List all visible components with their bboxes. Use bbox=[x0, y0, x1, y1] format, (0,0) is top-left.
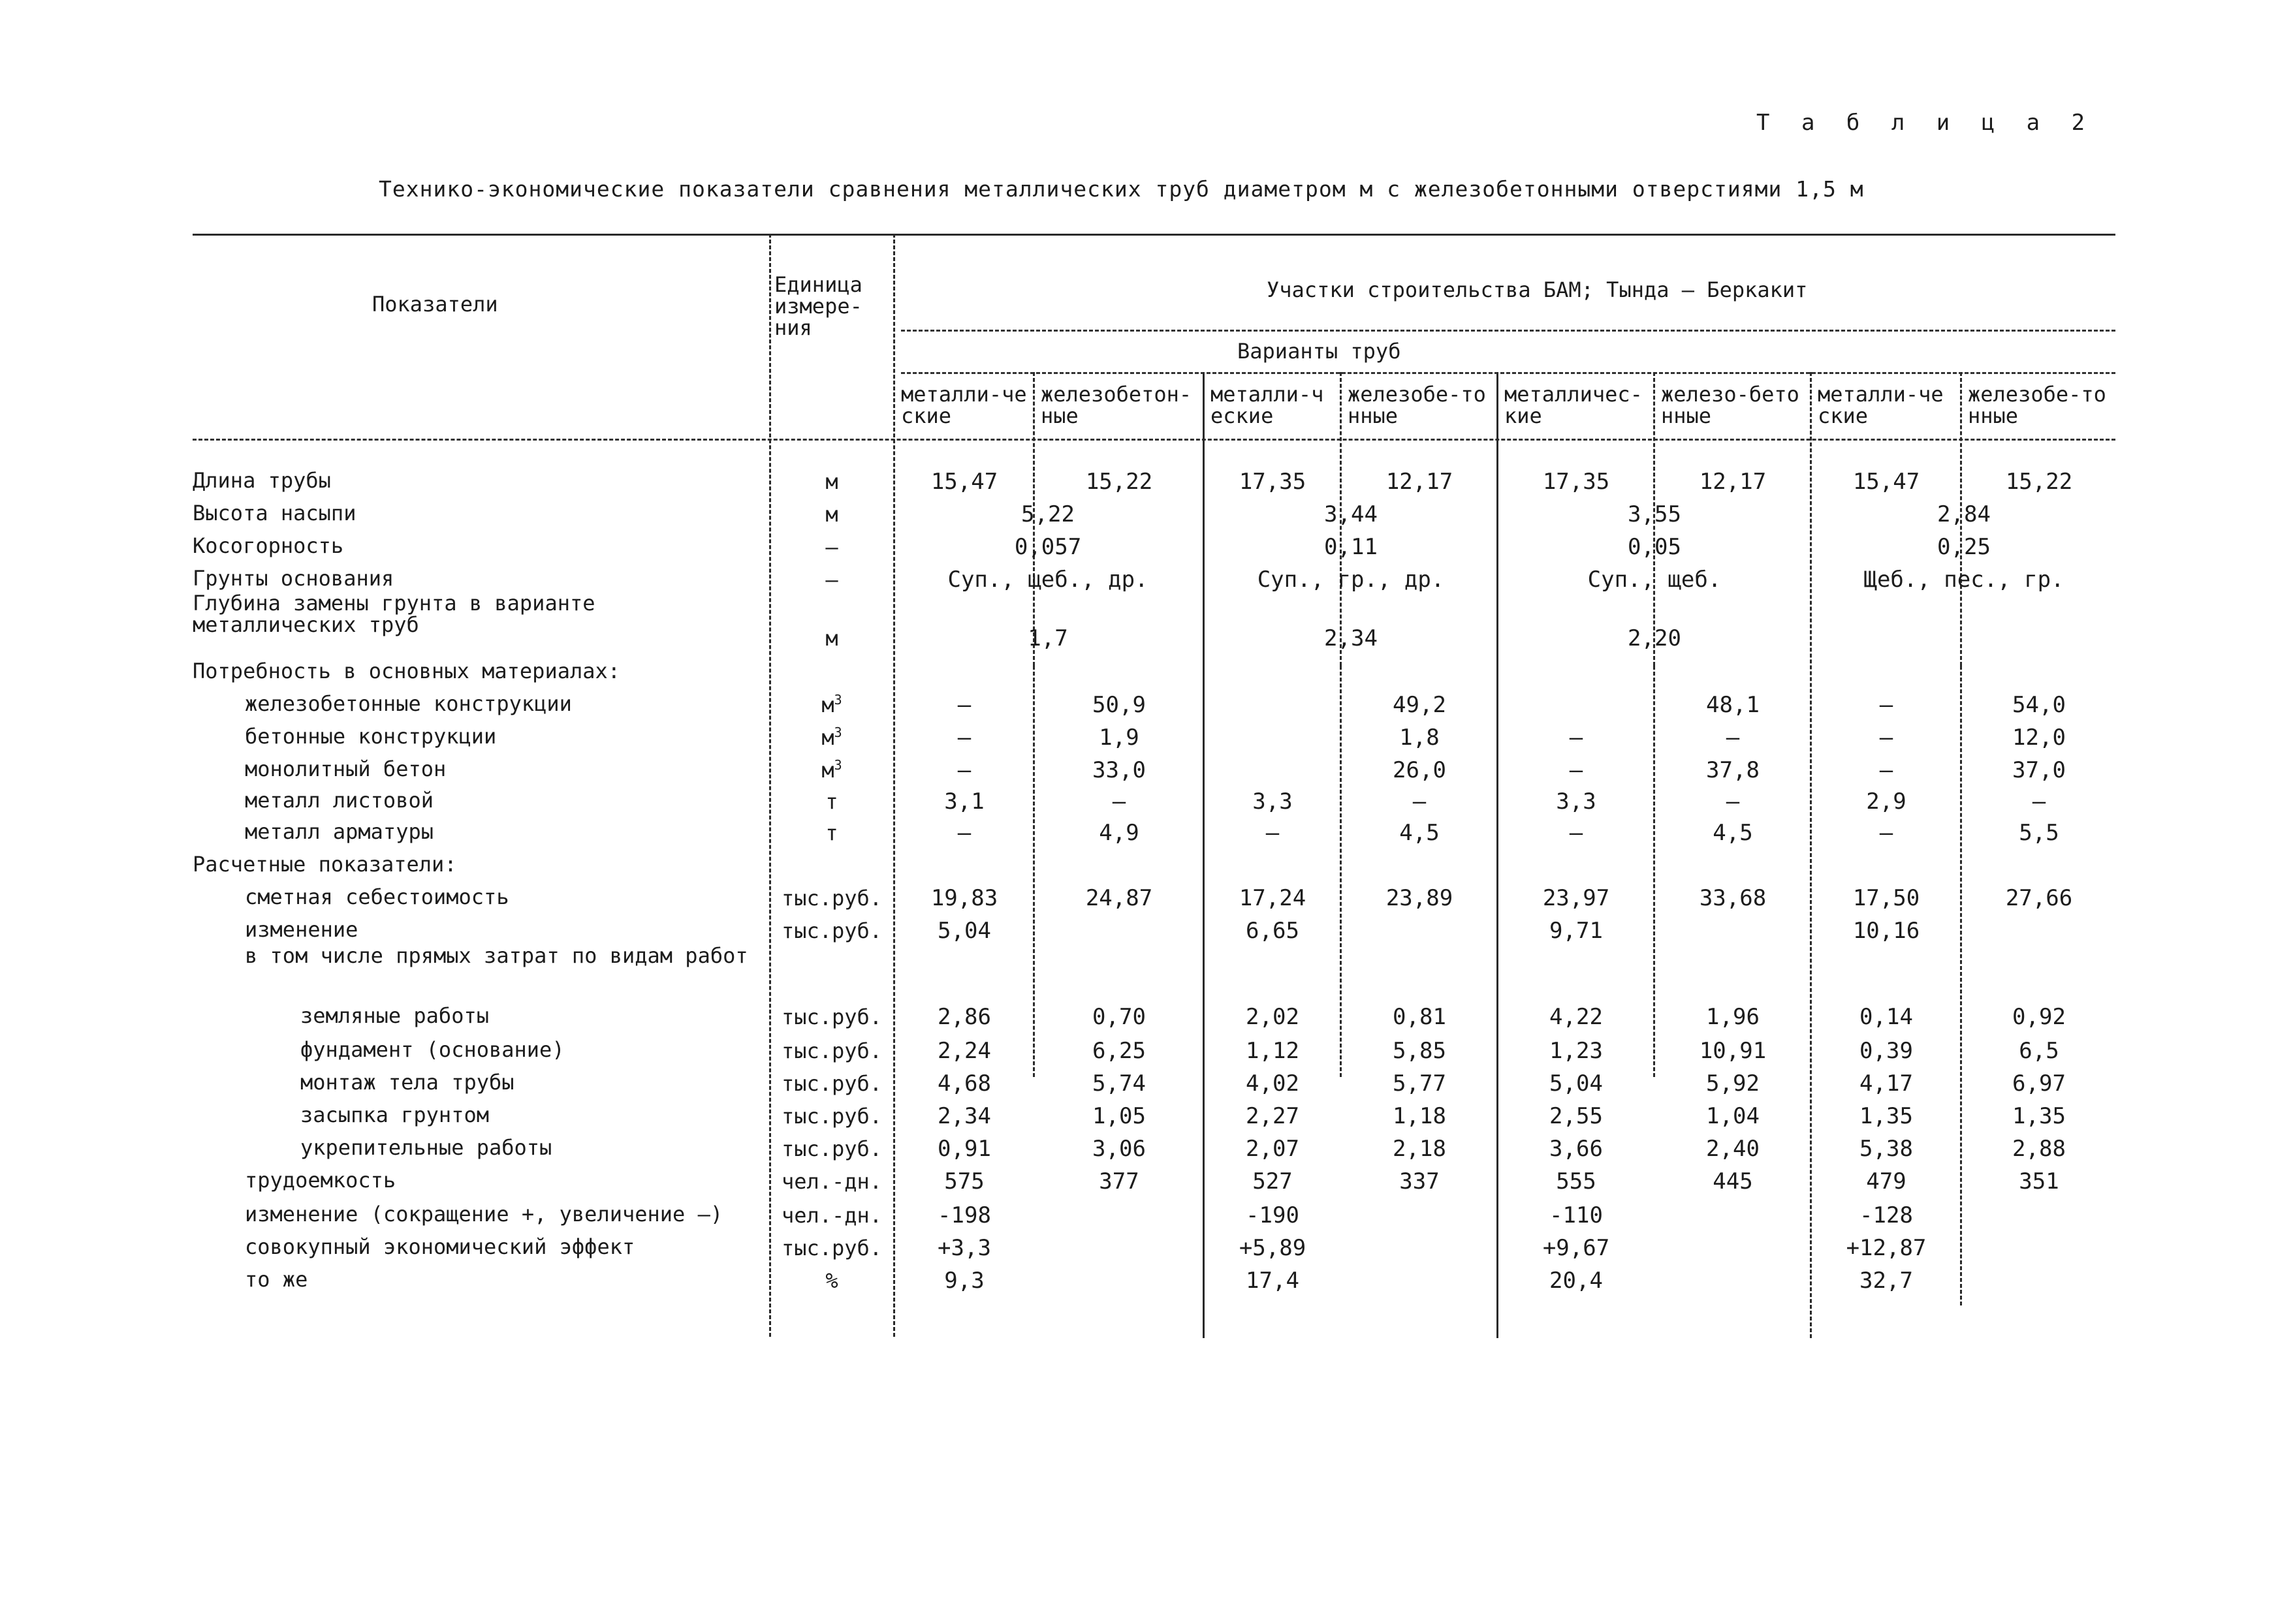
table-cell: 1,12 bbox=[1246, 1038, 1299, 1064]
table-cell: Щеб., пес., гр. bbox=[1863, 567, 2064, 593]
table-cell: 2,18 bbox=[1393, 1136, 1446, 1162]
table-cell: – bbox=[1879, 820, 1893, 846]
row-unit bbox=[772, 886, 892, 910]
header-bottom-rule bbox=[193, 439, 2115, 441]
unit-text: – bbox=[825, 535, 838, 559]
row-unit bbox=[772, 535, 892, 559]
subheader-6: железо-бетонные bbox=[1661, 382, 1799, 428]
subheader-8: железобе-тонные bbox=[1968, 382, 2106, 428]
table-cell: – bbox=[957, 820, 972, 846]
col-divider-3b bbox=[1340, 666, 1342, 1077]
table-cell: 4,02 bbox=[1246, 1070, 1299, 1097]
table-cell: -128 bbox=[1859, 1202, 1913, 1228]
unit-text: % bbox=[825, 1268, 838, 1293]
table-cell: 3,66 bbox=[1549, 1136, 1603, 1162]
subheader-1: металли-ческие bbox=[901, 382, 1027, 428]
row-label: изменение (сокращение +, увеличение –) bbox=[245, 1202, 723, 1226]
table-cell: -198 bbox=[938, 1202, 991, 1228]
row-unit bbox=[772, 1039, 892, 1063]
table-cell: – bbox=[957, 692, 972, 718]
col-divider-data bbox=[893, 234, 895, 1337]
table-cell: 479 bbox=[1866, 1168, 1906, 1195]
table-cell: 2,86 bbox=[938, 1004, 991, 1030]
row-label: изменение bbox=[245, 917, 358, 942]
table-cell: 5,04 bbox=[938, 918, 991, 944]
subheader-5: металличес-кие bbox=[1504, 382, 1643, 428]
row-label: Высота насыпи bbox=[193, 501, 356, 525]
table-cell: 15,22 bbox=[2005, 469, 2073, 495]
row-label: совокупный экономический эффект bbox=[245, 1234, 635, 1259]
table-cell: 2,24 bbox=[938, 1038, 991, 1064]
table-cell: 5,5 bbox=[2019, 820, 2059, 846]
header-indicators: Показатели bbox=[372, 292, 498, 317]
table-cell: – bbox=[1412, 789, 1427, 815]
table-cell: 5,77 bbox=[1393, 1070, 1446, 1097]
unit-superscript: 3 bbox=[834, 725, 842, 740]
table-cell: 1,96 bbox=[1706, 1004, 1760, 1030]
unit-text: тыс.руб. bbox=[781, 1005, 883, 1029]
table-cell: 4,5 bbox=[1399, 820, 1440, 846]
row-label: засыпка грунтом bbox=[300, 1102, 489, 1127]
row-label: Расчетные показатели: bbox=[193, 852, 457, 877]
table-cell: Суп., щеб., др. bbox=[947, 567, 1148, 593]
row-unit bbox=[772, 919, 892, 943]
unit-text: тыс.руб. bbox=[781, 1136, 883, 1161]
table-cell: 0,05 bbox=[1628, 534, 1681, 560]
table-cell: 0,81 bbox=[1393, 1004, 1446, 1030]
table-cell: 3,44 bbox=[1324, 501, 1378, 527]
table-cell: 1,9 bbox=[1099, 725, 1139, 751]
table-cell: 12,17 bbox=[1385, 469, 1453, 495]
table-cell: 12,17 bbox=[1699, 469, 1767, 495]
table-cell: 10,16 bbox=[1852, 918, 1920, 944]
table-cell: 50,9 bbox=[1092, 692, 1146, 718]
table-cell: 3,55 bbox=[1628, 501, 1681, 527]
row-label: монтаж тела трубы bbox=[300, 1070, 514, 1095]
table-cell: 4,9 bbox=[1099, 820, 1139, 846]
unit-text: чел.-дн. bbox=[781, 1169, 883, 1194]
table-cell: 445 bbox=[1713, 1168, 1753, 1195]
unit-text: т bbox=[825, 820, 838, 845]
table-cell: Суп., гр., др. bbox=[1257, 567, 1445, 593]
table-cell: 6,65 bbox=[1246, 918, 1299, 944]
header-unit: Единица измере-ния bbox=[774, 272, 862, 340]
row-unit bbox=[772, 470, 892, 493]
table-cell: 1,18 bbox=[1393, 1103, 1446, 1129]
table-cell: 527 bbox=[1252, 1168, 1293, 1195]
row-label: металл листовой bbox=[245, 788, 434, 813]
table-cell: 37,0 bbox=[2012, 757, 2066, 783]
table-cell: 3,1 bbox=[944, 789, 985, 815]
row-label: металл арматуры bbox=[245, 819, 434, 844]
table-cell: 377 bbox=[1099, 1168, 1139, 1195]
table-cell: 2,9 bbox=[1866, 789, 1906, 815]
col-divider-2 bbox=[1203, 372, 1205, 1338]
table-cell: 4,17 bbox=[1859, 1070, 1913, 1097]
row-unit bbox=[772, 1072, 892, 1095]
table-cell: 33,68 bbox=[1699, 885, 1767, 911]
table-cell: 23,89 bbox=[1385, 885, 1453, 911]
table-cell: 9,71 bbox=[1549, 918, 1603, 944]
table-cell: 575 bbox=[944, 1168, 985, 1195]
unit-text: м bbox=[825, 469, 838, 494]
unit-text: тыс.руб. bbox=[781, 1038, 883, 1063]
table-cell: 2,34 bbox=[938, 1103, 991, 1129]
table-cell: 15,47 bbox=[1852, 469, 1920, 495]
table-cell: 2,40 bbox=[1706, 1136, 1760, 1162]
unit-text: м bbox=[821, 758, 834, 783]
table-cell: 3,3 bbox=[1252, 789, 1293, 815]
row-unit bbox=[772, 1269, 892, 1292]
table-title: Технико-экономические показатели сравнения металлических труб диаметром м с железобетонными отверстиями 1,5 м bbox=[379, 176, 1864, 202]
table-cell: 2,55 bbox=[1549, 1103, 1603, 1129]
table-cell: 0,25 bbox=[1937, 534, 1991, 560]
row-label: земляные работы bbox=[300, 1003, 489, 1028]
top-rule bbox=[193, 234, 2115, 236]
row-unit bbox=[772, 503, 892, 526]
table-cell: 2,27 bbox=[1246, 1103, 1299, 1129]
table-cell: 337 bbox=[1399, 1168, 1440, 1195]
table-cell: 5,92 bbox=[1706, 1070, 1760, 1097]
row-unit bbox=[772, 726, 892, 749]
table-cell: 17,50 bbox=[1852, 885, 1920, 911]
col-divider-6 bbox=[1810, 372, 1812, 1338]
row-label: Потребность в основных материалах: bbox=[193, 659, 621, 683]
table-cell: – bbox=[1879, 692, 1893, 718]
table-cell: 1,8 bbox=[1399, 725, 1440, 751]
unit-text: м bbox=[825, 502, 838, 527]
variants-rule bbox=[901, 372, 2115, 374]
col-divider-1b bbox=[1033, 666, 1035, 1077]
unit-text: тыс.руб. bbox=[781, 1236, 883, 1260]
table-cell: 5,85 bbox=[1393, 1038, 1446, 1064]
row-unit bbox=[772, 1137, 892, 1161]
table-cell: 0,14 bbox=[1859, 1004, 1913, 1030]
table-cell: – bbox=[2032, 789, 2046, 815]
unit-text: тыс.руб. bbox=[781, 886, 883, 911]
table-cell: 17,24 bbox=[1239, 885, 1306, 911]
table-cell: 1,05 bbox=[1092, 1103, 1146, 1129]
row-label: Длина трубы bbox=[193, 468, 331, 493]
table-cell: +3,3 bbox=[938, 1235, 991, 1261]
unit-text: тыс.руб. bbox=[781, 918, 883, 943]
table-cell: 20,4 bbox=[1549, 1268, 1603, 1294]
unit-superscript: 3 bbox=[834, 757, 842, 773]
table-cell: 4,22 bbox=[1549, 1004, 1603, 1030]
table-cell: -190 bbox=[1246, 1202, 1299, 1228]
row-label: укрепительные работы bbox=[300, 1135, 552, 1160]
table-cell: 2,84 bbox=[1937, 501, 1991, 527]
table-cell: 23,97 bbox=[1542, 885, 1610, 911]
col-divider-unit bbox=[769, 234, 771, 1337]
row-label: в том числе прямых затрат по видам работ bbox=[245, 943, 748, 968]
row-label: трудоемкость bbox=[245, 1168, 396, 1193]
table-cell: 6,97 bbox=[2012, 1070, 2066, 1097]
table-cell: 2,88 bbox=[2012, 1136, 2066, 1162]
subheader-4: железобе-тонные bbox=[1348, 382, 1486, 428]
row-unit bbox=[772, 1236, 892, 1260]
table-cell: 3,3 bbox=[1556, 789, 1596, 815]
table-cell: 5,04 bbox=[1549, 1070, 1603, 1097]
table-cell: 0,92 bbox=[2012, 1004, 2066, 1030]
row-unit bbox=[772, 758, 892, 782]
row-unit bbox=[772, 627, 892, 650]
table-cell: 27,66 bbox=[2005, 885, 2073, 911]
table-cell: 2,07 bbox=[1246, 1136, 1299, 1162]
table-cell: 0,91 bbox=[938, 1136, 991, 1162]
table-cell: 1,7 bbox=[1028, 625, 1068, 651]
unit-superscript: 3 bbox=[834, 692, 842, 708]
unit-text: тыс.руб. bbox=[781, 1104, 883, 1129]
table-cell: 0,11 bbox=[1324, 534, 1378, 560]
table-cell: – bbox=[1569, 820, 1583, 846]
table-number: Т а б л и ц а 2 bbox=[1756, 110, 2095, 136]
col-divider-4 bbox=[1496, 372, 1498, 1338]
table-cell: – bbox=[1726, 789, 1740, 815]
row-unit bbox=[772, 821, 892, 845]
row-label: то же bbox=[245, 1267, 308, 1292]
table-cell: +5,89 bbox=[1239, 1235, 1306, 1261]
table-cell: – bbox=[1879, 757, 1893, 783]
row-unit bbox=[772, 568, 892, 591]
table-cell: 351 bbox=[2019, 1168, 2059, 1195]
table-cell: -110 bbox=[1549, 1202, 1603, 1228]
table-cell: 1,04 bbox=[1706, 1103, 1760, 1129]
table-cell: 37,8 bbox=[1706, 757, 1760, 783]
header-variants: Варианты труб bbox=[1237, 339, 1401, 364]
table-cell: 19,83 bbox=[930, 885, 998, 911]
row-unit bbox=[772, 1170, 892, 1193]
table-cell: 6,5 bbox=[2019, 1038, 2059, 1064]
row-label: фундамент (основание) bbox=[300, 1037, 565, 1062]
table-cell: 0,39 bbox=[1859, 1038, 1913, 1064]
section-rule bbox=[901, 330, 2115, 332]
table-cell: 5,22 bbox=[1021, 501, 1075, 527]
col-divider-5b bbox=[1653, 666, 1655, 1077]
row-unit bbox=[772, 1104, 892, 1128]
table-cell: 49,2 bbox=[1393, 692, 1446, 718]
row-unit bbox=[772, 693, 892, 717]
table-cell: 4,68 bbox=[938, 1070, 991, 1097]
table-cell: 3,06 bbox=[1092, 1136, 1146, 1162]
table-cell: 0,70 bbox=[1092, 1004, 1146, 1030]
row-label: железобетонные конструкции bbox=[245, 691, 572, 716]
row-label: Грунты основания bbox=[193, 566, 394, 591]
subheader-2: железобетон-ные bbox=[1041, 382, 1192, 428]
subheader-7: металли-ческие bbox=[1818, 382, 1944, 428]
table-cell: 15,22 bbox=[1085, 469, 1153, 495]
table-cell: 9,3 bbox=[944, 1268, 985, 1294]
unit-text: м bbox=[821, 725, 834, 750]
table-cell: 5,74 bbox=[1092, 1070, 1146, 1097]
table-cell: 2,02 bbox=[1246, 1004, 1299, 1030]
row-unit bbox=[772, 1204, 892, 1227]
row-label: сметная себестоимость bbox=[245, 884, 509, 909]
table-cell: 48,1 bbox=[1706, 692, 1760, 718]
table-cell: 1,35 bbox=[1859, 1103, 1913, 1129]
table-cell: 5,38 bbox=[1859, 1136, 1913, 1162]
table-cell: 15,47 bbox=[930, 469, 998, 495]
row-label: Косогорность bbox=[193, 533, 344, 558]
unit-text: тыс.руб. bbox=[781, 1071, 883, 1096]
row-label: бетонные конструкции bbox=[245, 724, 497, 749]
table-cell: – bbox=[1112, 789, 1126, 815]
table-cell: 1,35 bbox=[2012, 1103, 2066, 1129]
table-cell: 10,91 bbox=[1699, 1038, 1767, 1064]
table-cell: – bbox=[957, 757, 972, 783]
table-cell: 17,35 bbox=[1542, 469, 1610, 495]
table-cell: – bbox=[1265, 820, 1280, 846]
table-cell: 24,87 bbox=[1085, 885, 1153, 911]
table-cell: – bbox=[1879, 725, 1893, 751]
row-label: монолитный бетон bbox=[245, 757, 447, 781]
table-cell: Суп., щеб. bbox=[1587, 567, 1722, 593]
row-unit bbox=[772, 1005, 892, 1029]
table-cell: 54,0 bbox=[2012, 692, 2066, 718]
table-cell: 17,35 bbox=[1239, 469, 1306, 495]
table-cell: 32,7 bbox=[1859, 1268, 1913, 1294]
row-label: Глубина замены грунта в варианте металлических труб bbox=[193, 591, 595, 637]
table-cell: 12,0 bbox=[2012, 725, 2066, 751]
table-cell: 2,34 bbox=[1324, 625, 1378, 651]
table-cell: – bbox=[1569, 757, 1583, 783]
table-cell: – bbox=[1569, 725, 1583, 751]
unit-text: чел.-дн. bbox=[781, 1203, 883, 1228]
table-cell: – bbox=[1726, 725, 1740, 751]
table-cell: 1,23 bbox=[1549, 1038, 1603, 1064]
table-cell: 4,5 bbox=[1713, 820, 1753, 846]
table-cell: 26,0 bbox=[1393, 757, 1446, 783]
table-cell: 17,4 bbox=[1246, 1268, 1299, 1294]
table-cell: 2,20 bbox=[1628, 625, 1681, 651]
table-cell: 555 bbox=[1556, 1168, 1596, 1195]
table-cell: +9,67 bbox=[1542, 1235, 1610, 1261]
unit-text: – bbox=[825, 567, 838, 592]
unit-text: т bbox=[825, 789, 838, 814]
unit-text: м bbox=[825, 626, 838, 651]
table-cell: 33,0 bbox=[1092, 757, 1146, 783]
table-cell: +12,87 bbox=[1846, 1235, 1927, 1261]
table-cell: 0,057 bbox=[1014, 534, 1082, 560]
table-cell: – bbox=[957, 725, 972, 751]
unit-text: м bbox=[821, 693, 834, 717]
subheader-3: металли-ческие bbox=[1210, 382, 1324, 428]
row-unit bbox=[772, 790, 892, 813]
col-divider-7b bbox=[1960, 666, 1962, 1305]
table-cell: 6,25 bbox=[1092, 1038, 1146, 1064]
header-section: Участки строительства БАМ; Тында – Беркакит bbox=[1267, 277, 1808, 302]
